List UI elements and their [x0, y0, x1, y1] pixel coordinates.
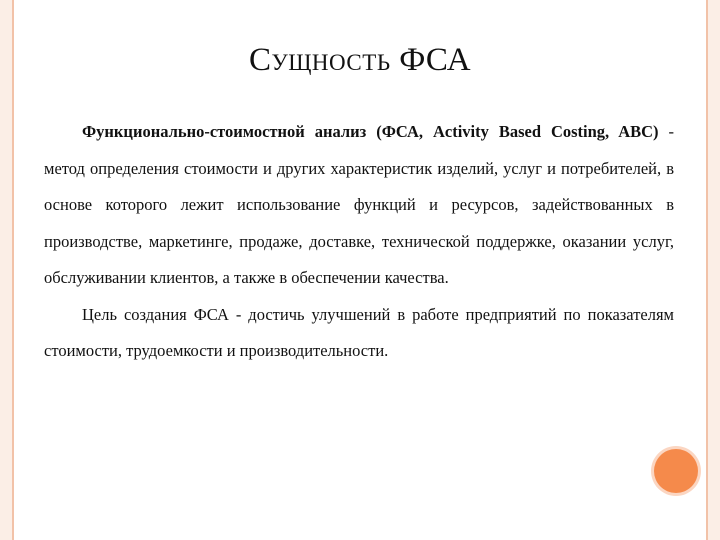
slide-body: [44, 114, 674, 370]
goal-paragraph: Цель создания ФСА - достичь улучшений в работе предприятий по показателям стоимости, трудоемкости и производительности.: [44, 304, 674, 360]
definition-text: - метод определения стоимости и других характеристик изделий, услуг и потребителей, в основе которого лежит использование функций и ресурсов, задействованных в производстве, маркетинге, продаже, доставке, технической поддержке, оказании услуг, обслуживании клиентов, а также в обеспечении качества.: [44, 122, 674, 287]
slide-frame: [12, 0, 708, 540]
slide-title: [14, 42, 706, 79]
decorative-circle-icon: [654, 449, 698, 493]
definition-term: Функционально-стоимостной анализ (ФСА, Activity Based Costing, ABC): [82, 122, 659, 141]
slide-title-text: Сущность ФСА: [248, 42, 472, 78]
definition-paragraph: [44, 114, 674, 297]
